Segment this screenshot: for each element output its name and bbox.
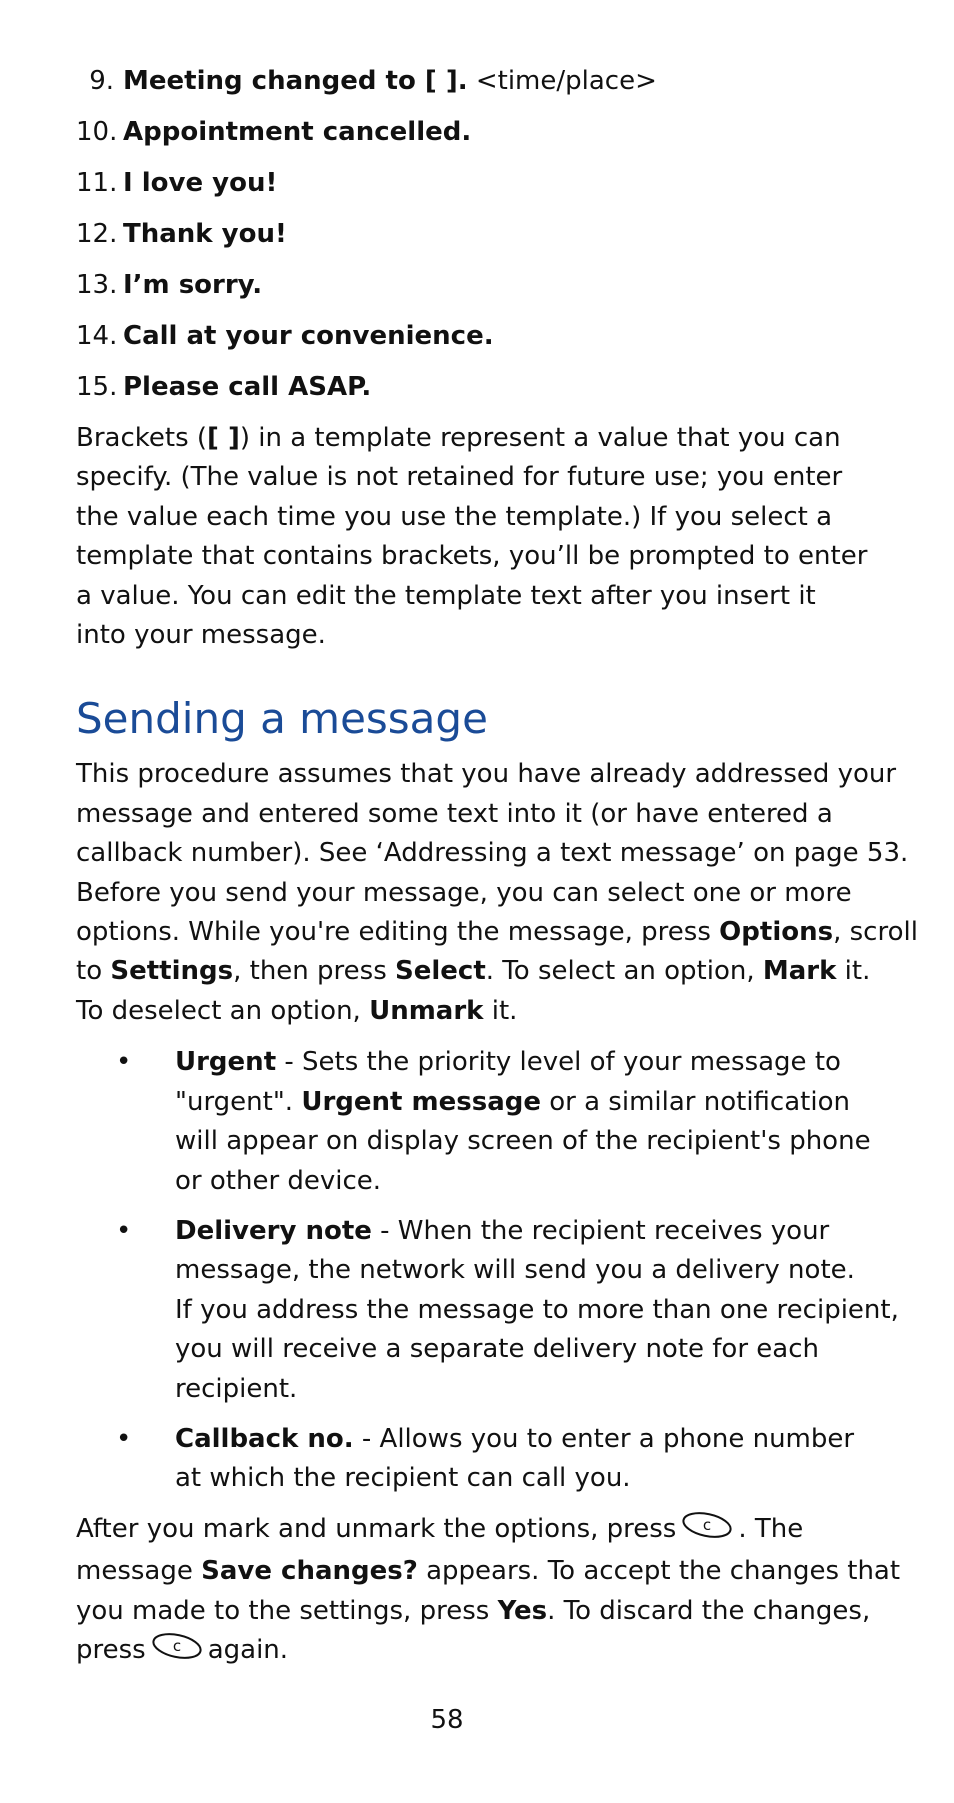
text-run: to [76, 956, 111, 987]
option-name: Delivery note [175, 1215, 372, 1246]
bullet-icon: • [116, 1047, 132, 1078]
text-run: Brackets ( [76, 423, 208, 453]
item-number: 14. [76, 321, 118, 351]
text-run: or other device. [175, 1165, 382, 1196]
text-run: , then press [233, 956, 396, 987]
bullet-icon: • [116, 1215, 132, 1246]
text-run: . The [738, 1513, 804, 1544]
bullet-icon: • [116, 1423, 132, 1454]
list-item [76, 62, 816, 113]
text-run: you made to the settings, press [76, 1595, 498, 1626]
text-run: To deselect an option, [76, 995, 370, 1026]
item-text: Appointment cancelled. [123, 117, 472, 147]
urgent-message-keyword: Urgent message [301, 1086, 541, 1117]
mark-keyword: Mark [762, 956, 837, 987]
option-name: Callback no. [175, 1423, 354, 1454]
save-changes-keyword: Save changes? [201, 1556, 418, 1587]
callback-option [76, 1420, 855, 1499]
options-keyword: Options [719, 917, 834, 948]
template-list [76, 62, 816, 419]
list-item [76, 113, 816, 164]
item-number: 13. [76, 270, 118, 300]
text-run: a value. You can edit the template text after you insert it [76, 580, 816, 611]
text-run: it. [836, 956, 871, 987]
item-number: 9. [89, 66, 114, 96]
urgent-option [76, 1043, 871, 1201]
section-heading: Sending a message [76, 694, 488, 744]
text-run: you will receive a separate delivery note for each [175, 1334, 819, 1365]
manual-page [76, 62, 918, 1673]
options-list [76, 1043, 899, 1498]
item-number: 12. [76, 219, 118, 249]
item-number: 11. [76, 168, 118, 198]
text-run: - When the recipient receives your [371, 1215, 830, 1246]
option-name: Urgent [175, 1047, 277, 1078]
settings-keyword: Settings [110, 956, 234, 987]
text-run: If you address the message to more than one recipient, [175, 1294, 899, 1325]
item-text: Call at your convenience. [123, 321, 494, 351]
text-run: - Sets the priority level of your message to [276, 1047, 841, 1078]
text-run: . To discard the changes, [547, 1595, 871, 1626]
item-text: Thank you! [123, 219, 287, 249]
list-item [76, 317, 816, 368]
text-run: press [76, 1634, 146, 1665]
c-key-icon [680, 1510, 734, 1552]
intro-paragraph [76, 755, 918, 1031]
text-run: message and entered some text into it (or have entered a [76, 798, 833, 829]
text-run: This procedure assumes that you have already addressed your [76, 759, 897, 790]
text-run: into your message. [76, 620, 326, 651]
text-run: again. [207, 1634, 289, 1665]
list-item [76, 164, 816, 215]
c-key-icon [150, 1631, 204, 1673]
item-text: Meeting changed to [ ]. [123, 66, 468, 96]
after-paragraph [76, 1510, 901, 1674]
list-item [76, 215, 816, 266]
text-run: ) in a template represent a value that you can [239, 423, 841, 453]
text-run: the value each time you use the template.) If you select a [76, 501, 833, 532]
item-number: 15. [76, 372, 118, 402]
item-text: I’m sorry. [123, 270, 263, 300]
unmark-keyword: Unmark [369, 995, 484, 1026]
list-item [76, 266, 816, 317]
text-run: , scroll [833, 917, 918, 948]
item-text: I love you! [123, 168, 278, 198]
text-run: . To select an option, [485, 956, 763, 987]
item-tail: <time/place> [467, 66, 657, 96]
text-run: options. While you're editing the message, press [76, 917, 720, 948]
text-run: template that contains brackets, you’ll be prompted to enter [76, 541, 868, 572]
text-run: will appear on display screen of the recipient's phone [175, 1126, 871, 1157]
item-number: 10. [76, 117, 118, 147]
text-run: at which the recipient can call you. [175, 1463, 631, 1494]
svg-text:c: c [703, 1515, 712, 1534]
text-run: or a similar notification [540, 1086, 850, 1117]
text-run: appears. To accept the changes that [417, 1556, 901, 1587]
text-run: Before you send your message, you can select one or more [76, 877, 852, 908]
item-text: Please call ASAP. [123, 372, 372, 402]
text-run: "urgent". [175, 1086, 302, 1117]
text-run: recipient. [175, 1373, 298, 1404]
text-run: callback number). See ‘Addressing a text message’ on page 53. [76, 838, 909, 869]
text-run: - Allows you to enter a phone number [353, 1423, 855, 1454]
text-run: message, the network will send you a delivery note. [175, 1255, 855, 1286]
page-number: 58 [430, 1705, 464, 1735]
text-run: After you mark and unmark the options, press [76, 1513, 677, 1544]
bracket-symbol: [ ] [207, 423, 240, 453]
text-run: message [76, 1556, 202, 1587]
delivery-note-option [76, 1212, 899, 1409]
select-keyword: Select [395, 956, 486, 987]
svg-text:c: c [172, 1636, 181, 1655]
yes-keyword: Yes [497, 1595, 548, 1626]
brackets-paragraph [76, 419, 868, 655]
list-item [76, 368, 816, 419]
text-run: it. [483, 995, 518, 1026]
text-run: specify. (The value is not retained for future use; you enter [76, 462, 843, 493]
